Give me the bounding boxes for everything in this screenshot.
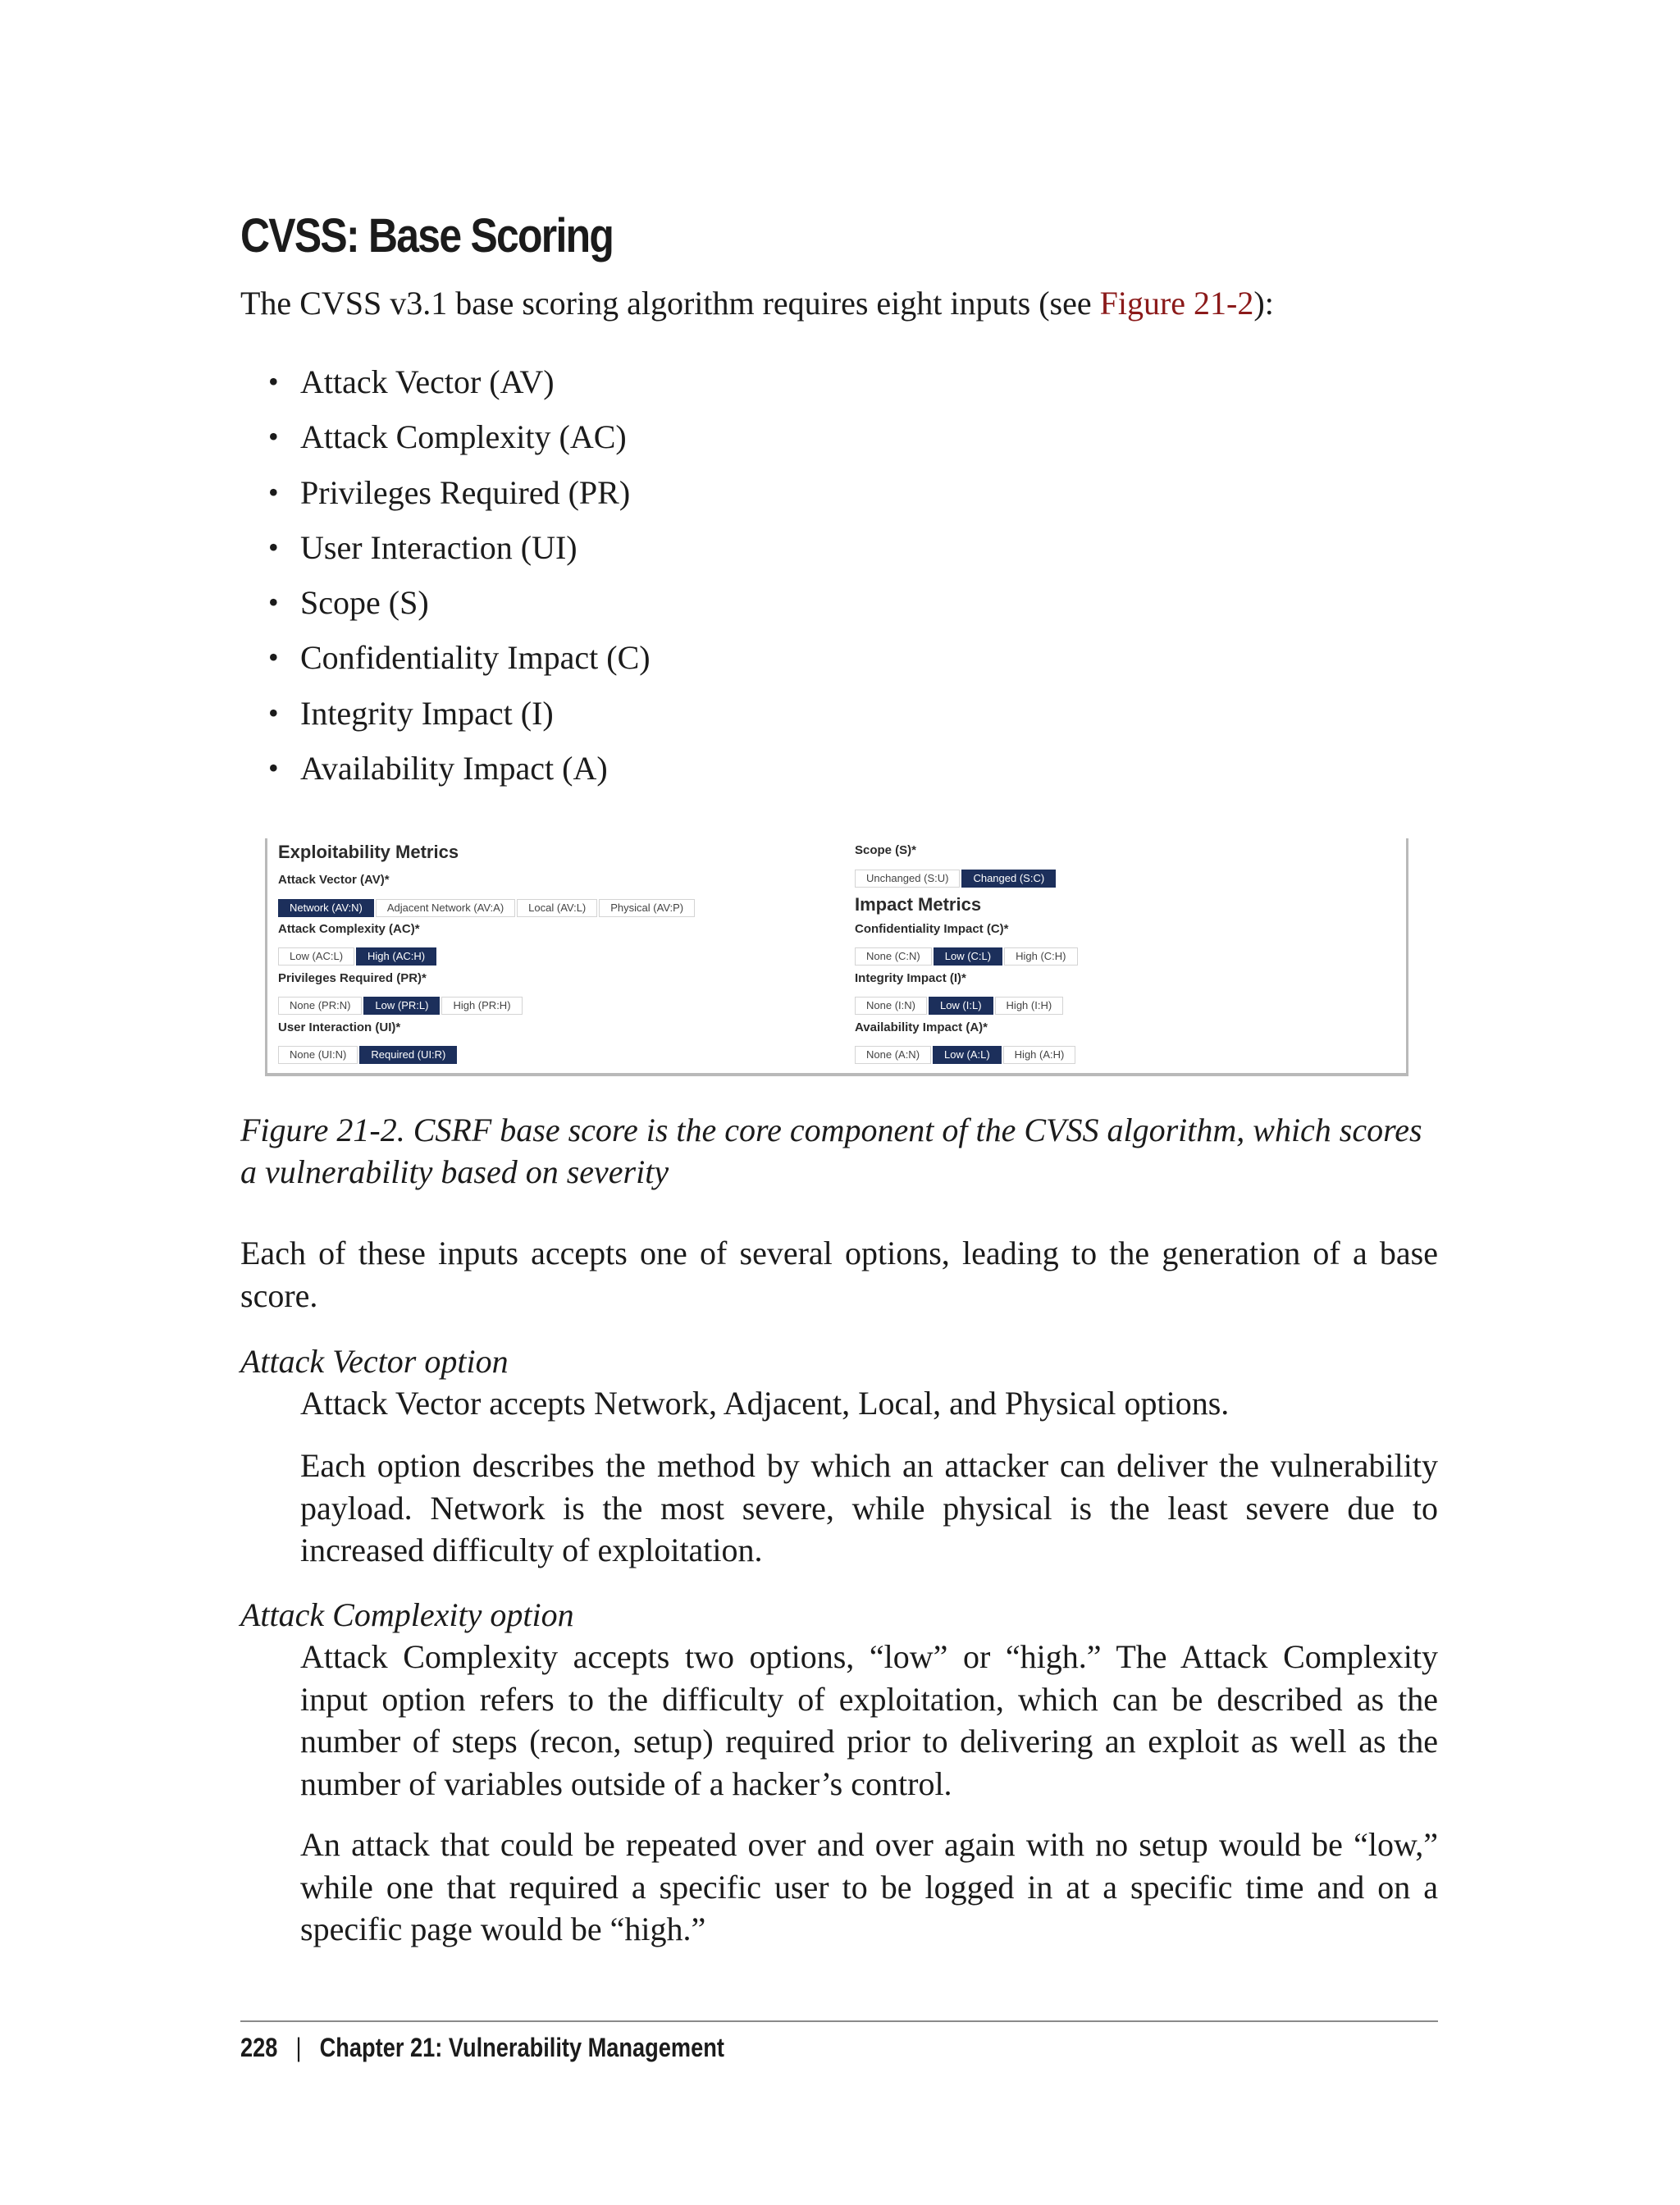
exploitability-heading: Exploitability Metrics [278, 842, 459, 862]
option-button-ui-1[interactable]: Required (UI:R) [359, 1046, 457, 1064]
definition-paragraph: Each option describes the method by which an attacker can deliver the vulnerability payload. Network is the most severe, while physical is the least severe due to increased difficulty of exploitation. [300, 1447, 1438, 1568]
option-group-pr [278, 997, 524, 1015]
definition-paragraph: An attack that could be repeated over and over again with no setup would be “low,” while one that required a specific user to be logged in at a specific time and on a specific page would be “high.” [300, 1826, 1438, 1947]
term-attack-complexity: Attack Complexity option [240, 1596, 574, 1633]
option-group-s [855, 870, 1057, 888]
footer-divider [240, 2020, 1438, 2022]
page-number: 228 [240, 2033, 278, 2062]
option-button-s-0[interactable]: Unchanged (S:U) [855, 870, 960, 888]
option-button-c-0[interactable]: None (C:N) [855, 947, 932, 966]
option-group-ui [278, 1046, 459, 1064]
definition-paragraph: Attack Vector accepts Network, Adjacent, Local, and Physical options. [300, 1385, 1230, 1422]
metric-label-pr: Privileges Required (PR)* [278, 971, 427, 985]
intro-text-before: The CVSS v3.1 base scoring algorithm requires eight inputs (see [240, 285, 1100, 322]
option-group-i [855, 997, 1065, 1015]
option-button-a-0[interactable]: None (A:N) [855, 1046, 931, 1064]
list-item: • Integrity Impact (I) [240, 686, 651, 741]
footer-separator: | [295, 2033, 302, 2062]
list-item: • Availability Impact (A) [240, 741, 651, 796]
metric-label-av: Attack Vector (AV)* [278, 873, 390, 887]
option-group-ac [278, 947, 438, 966]
list-item: • Attack Complexity (AC) [240, 409, 651, 464]
page-footer [240, 2033, 724, 2063]
impact-heading: Impact Metrics [855, 894, 982, 915]
figure-cross-reference-link[interactable]: Figure 21-2 [1099, 285, 1254, 322]
metric-label-i: Integrity Impact (I)* [855, 971, 966, 985]
option-button-c-2[interactable]: High (C:H) [1004, 947, 1077, 966]
option-button-av-2[interactable]: Local (AV:L) [517, 899, 597, 917]
option-button-a-1[interactable]: Low (A:L) [933, 1046, 1002, 1064]
option-button-s-1[interactable]: Changed (S:C) [961, 870, 1056, 888]
option-button-pr-1[interactable]: Low (PR:L) [363, 997, 440, 1015]
cvss-inputs-list [240, 354, 651, 796]
metric-label-s: Scope (S)* [855, 843, 917, 857]
list-item: • Attack Vector (AV) [240, 354, 651, 409]
option-button-i-2[interactable]: High (I:H) [995, 997, 1064, 1015]
metric-label-ui: User Interaction (UI)* [278, 1020, 401, 1034]
option-button-ac-0[interactable]: Low (AC:L) [278, 947, 354, 966]
option-group-av [278, 899, 696, 917]
chapter-title: Chapter 21: Vulnerability Management [319, 2033, 724, 2062]
option-button-i-0[interactable]: None (I:N) [855, 997, 927, 1015]
metric-label-ac: Attack Complexity (AC)* [278, 922, 420, 936]
option-button-av-1[interactable]: Adjacent Network (AV:A) [376, 899, 515, 917]
option-button-pr-2[interactable]: High (PR:H) [441, 997, 522, 1015]
term-attack-vector: Attack Vector option [240, 1343, 509, 1380]
section-title: CVSS: Base Scoring [240, 209, 614, 262]
metric-label-c: Confidentiality Impact (C)* [855, 922, 1009, 936]
option-button-ui-0[interactable]: None (UI:N) [278, 1046, 358, 1064]
option-button-pr-0[interactable]: None (PR:N) [278, 997, 362, 1015]
option-group-a [855, 1046, 1077, 1064]
intro-paragraph [240, 282, 1438, 325]
body-paragraph: Each of these inputs accepts one of several options, leading to the generation of a base score. [240, 1235, 1438, 1314]
list-item: • User Interaction (UI) [240, 520, 651, 575]
option-button-av-3[interactable]: Physical (AV:P) [599, 899, 695, 917]
intro-text-after: ): [1253, 285, 1274, 322]
figure-caption: Figure 21-2. CSRF base score is the core component of the CVSS algorithm, which scores a vulnerability based on severity [240, 1112, 1422, 1190]
option-button-ac-1[interactable]: High (AC:H) [356, 947, 436, 966]
list-item: • Scope (S) [240, 575, 651, 630]
option-button-av-0[interactable]: Network (AV:N) [278, 899, 374, 917]
option-button-i-1[interactable]: Low (I:L) [929, 997, 993, 1015]
list-item: • Privileges Required (PR) [240, 465, 651, 520]
cvss-calculator-figure [265, 838, 1408, 1076]
option-group-c [855, 947, 1080, 966]
option-button-c-1[interactable]: Low (C:L) [934, 947, 1002, 966]
metric-label-a: Availability Impact (A)* [855, 1020, 988, 1034]
option-button-a-2[interactable]: High (A:H) [1003, 1046, 1076, 1064]
definition-paragraph: Attack Complexity accepts two options, “low” or “high.” The Attack Complexity input option refers to the difficulty of exploitation, which can be described as the number of steps (recon, setup) required prior to delivering an exploit as well as the number of variables outside of a hacker’s control. [300, 1638, 1438, 1802]
list-item: • Confidentiality Impact (C) [240, 630, 651, 685]
